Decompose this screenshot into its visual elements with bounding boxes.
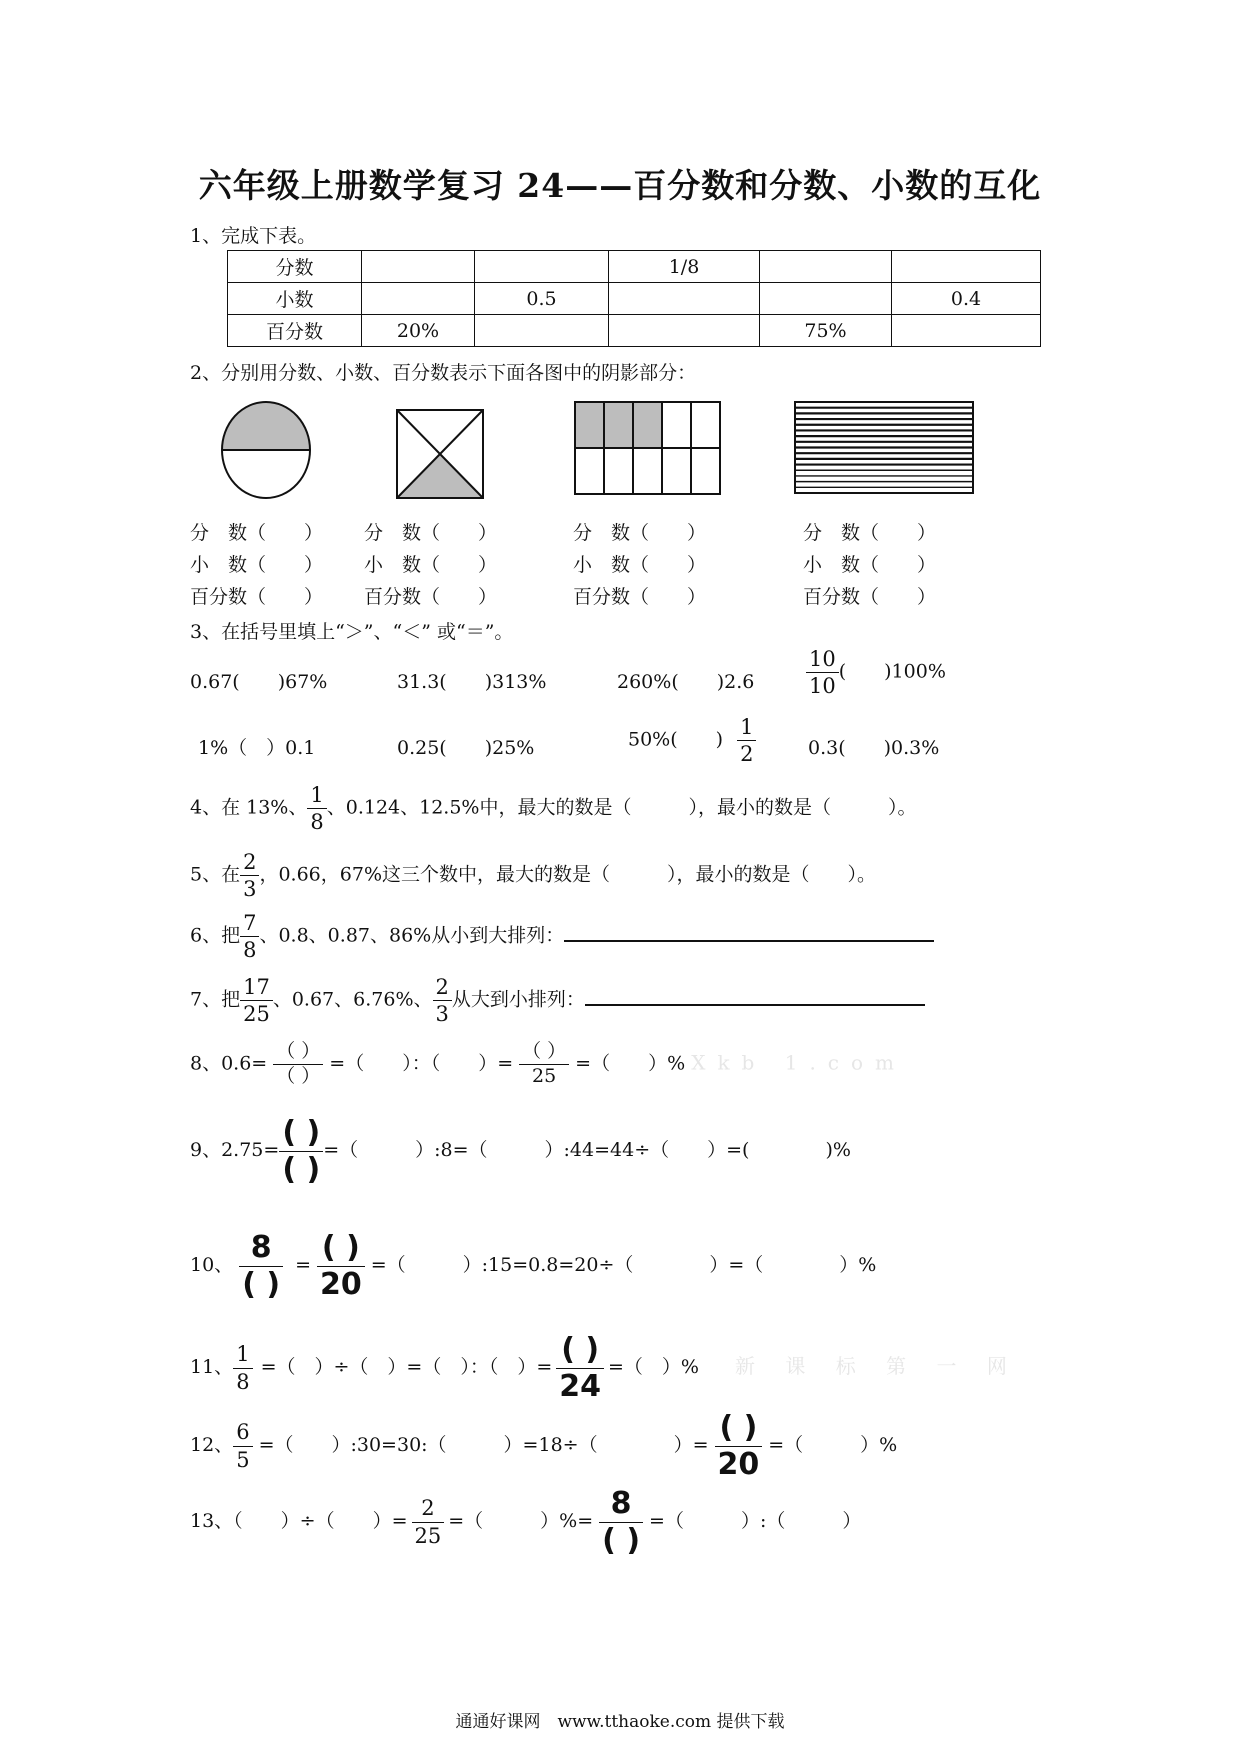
answer-line[interactable] <box>564 940 934 942</box>
denominator: 8 <box>243 938 257 963</box>
denominator: 3 <box>435 1002 449 1027</box>
q9-text: 9、2.75= <box>190 1139 280 1161</box>
decimal-answer[interactable]: 小 数（ ） <box>803 554 937 576</box>
table-cell[interactable] <box>475 315 609 347</box>
q8-text: 8、0.6= <box>190 1052 268 1075</box>
watermark: 新 课 标 第 一 网 <box>735 1354 1019 1378</box>
q5 <box>190 851 876 900</box>
q5-text: 5、在 <box>190 863 241 886</box>
numerator: 1 <box>740 715 754 739</box>
numerator: 6 <box>236 1420 250 1445</box>
numerator: 2 <box>421 1496 435 1521</box>
fraction-answer[interactable]: 分 数（ ） <box>803 522 937 544</box>
shaded-cells <box>575 402 662 448</box>
row-label: 百分数 <box>228 315 362 347</box>
q13-text[interactable]: 13、（ ）÷（ ）= <box>190 1510 408 1532</box>
grid-figure <box>573 400 723 496</box>
numerator: ( ) <box>719 1410 758 1445</box>
q3-item[interactable]: 260%( )2.6 <box>617 671 755 693</box>
q12-text[interactable]: =（ ）% <box>768 1434 898 1456</box>
q11-text: 11、 <box>190 1356 234 1378</box>
table-cell[interactable]: 0.4 <box>892 283 1041 315</box>
denominator: 8 <box>310 810 324 835</box>
q9-text[interactable]: =（ ）:8=（ ）:44=44÷（ ）=( )% <box>323 1139 851 1161</box>
q11 <box>190 1334 1019 1402</box>
table-cell[interactable] <box>609 315 760 347</box>
q10-text[interactable]: =（ ）:15=0.8=20÷（ ）=（ ）% <box>370 1254 877 1276</box>
denominator: 20 <box>717 1446 760 1482</box>
table-row <box>228 283 1041 315</box>
denominator: 25 <box>532 1064 557 1087</box>
q2-prompt: 2、分别用分数、小数、百分数表示下面各图中的阴影部分： <box>190 362 697 384</box>
table-cell[interactable] <box>362 251 475 283</box>
numerator: （ ） <box>522 1040 567 1062</box>
table-cell[interactable] <box>892 251 1041 283</box>
table-cell[interactable]: 1/8 <box>609 251 760 283</box>
numerator: 1 <box>310 783 324 807</box>
numerator: 2 <box>435 975 449 999</box>
numerator: 2 <box>243 850 257 874</box>
answer-line[interactable] <box>585 1004 925 1006</box>
fraction[interactable] <box>556 1334 604 1402</box>
q1-prompt: 1、完成下表。 <box>190 225 317 247</box>
denominator: 3 <box>243 877 257 902</box>
q5-text[interactable]: ，0.66，67%这三个数中，最大的数是（ ），最小的数是（ ）。 <box>259 863 877 886</box>
q3-compare-text: ( )100% <box>838 660 946 683</box>
shaded-half <box>222 402 310 450</box>
page-title: 六年级上册数学复习 24——百分数和分数、小数的互化 <box>198 166 1042 205</box>
numerator: 7 <box>243 911 257 935</box>
table-cell[interactable]: 0.5 <box>475 283 609 315</box>
fig4-answers <box>803 517 936 613</box>
table-cell[interactable] <box>760 251 892 283</box>
table-cell[interactable] <box>609 283 760 315</box>
decimal-answer[interactable]: 小 数（ ） <box>364 554 498 576</box>
q8-text[interactable]: =（ ）% <box>575 1052 686 1075</box>
fraction <box>239 1232 283 1300</box>
fraction <box>307 784 326 833</box>
denominator: 25 <box>414 1523 442 1548</box>
fig1-answers <box>190 517 323 613</box>
q12-text[interactable]: =（ ）:30=30:（ ）=18÷（ ）= <box>258 1434 709 1456</box>
fraction-answer[interactable]: 分 数（ ） <box>190 522 324 544</box>
q3-compare-text: 50%( ) <box>628 728 724 751</box>
q7-text: 7、把 <box>190 988 241 1011</box>
fraction-answer[interactable]: 分 数（ ） <box>364 522 498 544</box>
q13 <box>190 1488 861 1556</box>
percent-answer[interactable]: 百分数（ ） <box>364 586 498 608</box>
denominator: ( ) <box>242 1266 281 1302</box>
q3-item[interactable]: 0.25( )25% <box>397 737 535 759</box>
q13-text[interactable]: =（ ）:（ ） <box>649 1510 862 1532</box>
q6-text: 6、把 <box>190 924 241 947</box>
table-row <box>228 251 1041 283</box>
table-row <box>228 315 1041 347</box>
q11-text[interactable]: =（ ）% <box>608 1356 699 1378</box>
numerator: ( ) <box>321 1230 360 1265</box>
q11-text[interactable]: =（ ）÷（ ）=（ ）：（ ）= <box>260 1356 553 1378</box>
denominator: ( ) <box>602 1522 641 1558</box>
q12 <box>190 1412 897 1480</box>
q6 <box>190 912 934 961</box>
fraction-answer[interactable]: 分 数（ ） <box>573 522 707 544</box>
table-cell[interactable]: 20% <box>362 315 475 347</box>
denominator: 20 <box>319 1266 362 1302</box>
q3-prompt: 3、在括号里填上“＞”、“＜” 或“＝”。 <box>190 621 514 643</box>
fraction <box>233 1421 252 1470</box>
fraction[interactable] <box>715 1412 763 1480</box>
striped-rectangle-figure <box>793 400 975 495</box>
denominator: 2 <box>740 742 754 767</box>
table-cell[interactable] <box>475 251 609 283</box>
denominator: 5 <box>236 1447 250 1472</box>
numerator: ( ) <box>561 1332 600 1367</box>
q10-text: 10、 <box>190 1254 234 1276</box>
numerator: ( ) <box>282 1115 321 1150</box>
q3-item-fraction[interactable] <box>628 716 756 765</box>
percent-answer[interactable]: 百分数（ ） <box>190 586 324 608</box>
decimal-answer[interactable]: 小 数（ ） <box>190 554 324 576</box>
fraction <box>433 976 452 1025</box>
fraction <box>412 1497 445 1546</box>
q7-text: 从大到小排列： <box>451 988 585 1011</box>
numerator: 8 <box>610 1486 632 1521</box>
fraction[interactable] <box>279 1117 323 1185</box>
numerator: （ ） <box>276 1040 321 1062</box>
denominator: （ ） <box>276 1064 321 1087</box>
table-cell[interactable] <box>760 283 892 315</box>
fraction[interactable] <box>519 1042 569 1087</box>
conversion-table <box>227 250 1041 347</box>
q10: 10、 $\frac{8}{( )}$ = $\frac{( )}{20}$ =（ ）:15=0.8=20÷（ ）=（ ）% <box>190 1230 877 1302</box>
denominator: 24 <box>559 1368 601 1404</box>
q6-text: 、0.8、0.87、86%从小到大排列： <box>259 924 565 947</box>
q3-item[interactable]: 0.67( )67% <box>190 671 328 693</box>
denominator: 25 <box>243 1002 270 1027</box>
numerator: 17 <box>243 975 270 999</box>
q7 <box>190 976 925 1025</box>
fraction <box>240 851 259 900</box>
fraction <box>233 1343 252 1392</box>
table-cell[interactable] <box>362 283 475 315</box>
q3-item-fraction[interactable] <box>806 648 946 697</box>
denominator: 8 <box>236 1369 250 1394</box>
numerator: 8 <box>250 1230 272 1265</box>
q12-text: 12、 <box>190 1434 234 1456</box>
q13-text[interactable]: =（ ）%= <box>448 1510 594 1532</box>
fraction[interactable] <box>273 1042 323 1087</box>
fig2-answers <box>364 517 497 613</box>
fraction <box>240 912 259 961</box>
shaded-triangle <box>397 454 483 498</box>
row-label: 小数 <box>228 283 362 315</box>
q3-item[interactable]: 0.3( )0.3% <box>808 737 940 759</box>
decimal-answer[interactable]: 小 数（ ） <box>573 554 707 576</box>
q4-text: 4、在 13%、 <box>190 796 308 819</box>
q3-item[interactable]: 31.3( )313% <box>397 671 547 693</box>
q3-item[interactable]: 1%（ ）0.1 <box>198 737 316 759</box>
row-label: 分数 <box>228 251 362 283</box>
q8-text[interactable]: =（ ）：（ ）= <box>329 1052 514 1075</box>
watermark: Xkb 1.com <box>691 1050 907 1075</box>
q4-text[interactable]: 、0.124、12.5%中，最大的数是（ ），最小的数是（ ）。 <box>326 796 917 819</box>
q9 <box>190 1117 851 1185</box>
table-cell[interactable] <box>892 315 1041 347</box>
numerator: 10 <box>809 647 836 671</box>
fraction <box>240 976 273 1025</box>
table-cell[interactable]: 75% <box>760 315 892 347</box>
stripe-lines <box>795 408 973 488</box>
fig3-answers <box>573 517 706 613</box>
percent-answer[interactable]: 百分数（ ） <box>573 586 707 608</box>
fraction[interactable] <box>599 1488 643 1556</box>
fraction <box>737 716 756 765</box>
fraction[interactable] <box>317 1232 365 1300</box>
q4 <box>190 784 917 833</box>
half-circle-figure <box>220 400 312 500</box>
square-diagonal-figure <box>395 408 485 500</box>
percent-answer[interactable]: 百分数（ ） <box>803 586 937 608</box>
q7-text: 、0.67、6.76%、 <box>272 988 433 1011</box>
denominator: ( ) <box>282 1151 321 1187</box>
denominator: 10 <box>809 674 836 699</box>
fraction <box>806 648 839 697</box>
footer: 通通好课网 www.tthaoke.com 提供下载 <box>455 1712 785 1732</box>
q8 <box>190 1042 906 1087</box>
numerator: 1 <box>236 1342 250 1367</box>
